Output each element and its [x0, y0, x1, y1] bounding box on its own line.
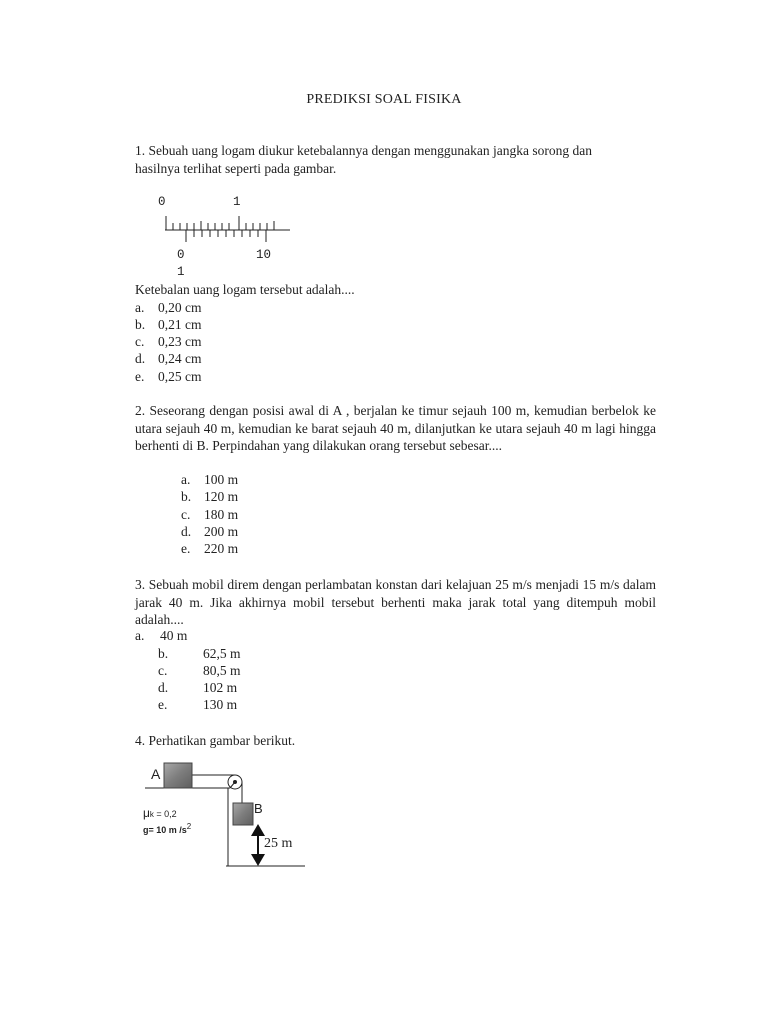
q1-text-line-1: 1. Sebuah uang logam diukur ketebalannya dengan menggunakan jangka sorong dan	[135, 143, 592, 158]
q4-text: 4. Perhatikan gambar berikut.	[135, 733, 296, 748]
q3-option-e-text: 130 m	[203, 697, 238, 712]
q1-option-d-letter: d.	[135, 351, 146, 366]
q2-option-c-text: 180 m	[204, 507, 239, 522]
page-title: PREDIKSI SOAL FISIKA	[306, 92, 462, 107]
q1-option-c-text: 0,23 cm	[158, 334, 202, 349]
q1-option-e-letter: e.	[135, 369, 145, 384]
q3-option-c-letter: c.	[158, 663, 168, 678]
block-b-label: B	[254, 801, 263, 816]
q2-option-e-text: 220 m	[204, 541, 239, 556]
q2-text: 2. Seseorang dengan posisi awal di A , berjalan ke timur sejauh 100 m, kemudian berbelok ke utara sejauh 40 m, kemudian ke barat sejauh 40 m, dilanjutkan ke utara sejauh 40 m lagi hingga berhenti di B. Perpindahan yang dilakukan orang tersebut sebesar....	[135, 403, 656, 453]
q2-option-a-letter: a.	[181, 472, 191, 487]
caliper-vernier-label-10: 10	[256, 248, 272, 262]
q2-option-d-letter: d.	[181, 524, 192, 539]
q3-option-c-text: 80,5 m	[203, 663, 241, 678]
caliper-main-label-0: 0	[158, 195, 166, 209]
q1-option-a-text: 0,20 cm	[158, 300, 202, 315]
q3-option-a-text: 40 m	[160, 628, 188, 643]
q2-option-d-text: 200 m	[204, 524, 239, 539]
q1-option-a-letter: a.	[135, 300, 145, 315]
friction-coefficient	[143, 806, 177, 820]
mu-symbol: μ	[143, 806, 150, 820]
q2-option-b-letter: b.	[181, 489, 192, 504]
q2-option-e-letter: e.	[181, 541, 191, 556]
q1-option-b-text: 0,21 cm	[158, 317, 202, 332]
q2-option-a-text: 100 m	[204, 472, 239, 487]
block-a-label: A	[151, 766, 161, 782]
q1-option-b-letter: b.	[135, 317, 146, 332]
vernier-caliper-diagram	[160, 208, 295, 248]
q1-question: Ketebalan uang logam tersebut adalah....	[135, 282, 355, 297]
q3-option-d-text: 102 m	[203, 680, 238, 695]
q3-option-b-text: 62,5 m	[203, 646, 241, 661]
height-label: 25 m	[264, 836, 293, 851]
height-arrow	[251, 824, 265, 866]
q1-option-d-text: 0,24 cm	[158, 351, 202, 366]
q3-text: 3. Sebuah mobil direm dengan perlambatan konstan dari kelajuan 25 m/s menjadi 15 m/s dalam jarak 40 m. Jika akhirnya mobil tersebut berhenti maka jarak total yang ditempuh mobil adalah....	[135, 577, 656, 627]
block-b	[233, 803, 253, 825]
q3-option-e-letter: e.	[158, 697, 168, 712]
q3-option-b-letter: b.	[158, 646, 169, 661]
gravity-exponent: 2	[186, 822, 192, 831]
block-a	[164, 763, 192, 788]
q3-option-d-letter: d.	[158, 680, 169, 695]
q1-option-e-text: 0,25 cm	[158, 369, 202, 384]
caliper-below-label: 1	[177, 265, 185, 279]
mu-subscript: k	[149, 810, 154, 819]
mu-value: = 0,2	[153, 809, 177, 819]
q3-option-a-letter: a.	[135, 628, 145, 643]
gravity-text: g= 10 m /s	[143, 825, 187, 835]
gravity-value	[143, 822, 191, 835]
caliper-vernier-label-0: 0	[177, 248, 185, 262]
caliper-main-label-1: 1	[233, 195, 241, 209]
q2-option-c-letter: c.	[181, 507, 191, 522]
q2-option-b-text: 120 m	[204, 489, 239, 504]
q1-option-c-letter: c.	[135, 334, 145, 349]
q1-text-line-2: hasilnya terlihat seperti pada gambar.	[135, 161, 337, 176]
